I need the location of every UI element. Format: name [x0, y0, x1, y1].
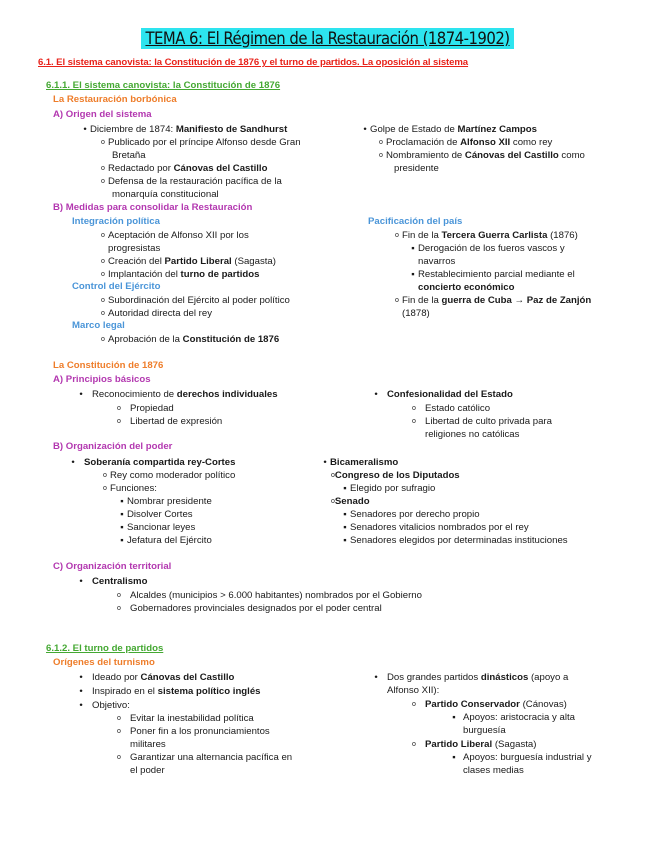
- list-item: o Defensa de la restauración pacífica de la: [101, 176, 282, 187]
- heading-origen: A) Origen del sistema: [53, 109, 152, 120]
- list-item: • Confesionalidad del Estado: [374, 389, 513, 400]
- list-item: ▪ Sancionar leyes: [120, 522, 196, 533]
- list-item: ▪ Disolver Cortes: [120, 509, 193, 520]
- list-item: o Proclamación de Alfonso XII como rey: [379, 137, 553, 148]
- list-item: o Partido Conservador (Cánovas): [412, 699, 567, 710]
- list-item-cont: (1878): [402, 308, 430, 319]
- heading-organizacion: B) Organización del poder: [53, 441, 173, 452]
- list-item: • Reconocimiento de derechos individuales: [79, 389, 278, 400]
- list-item: • Golpe de Estado de Martínez Campos: [363, 124, 537, 135]
- list-item-cont: clases medias: [463, 765, 524, 776]
- list-item: ▪ Senadores elegidos por determinadas instituciones: [343, 535, 568, 546]
- heading-medidas: B) Medidas para consolidar la Restauración: [53, 202, 253, 213]
- list-item: o Partido Liberal (Sagasta): [412, 739, 537, 750]
- list-item: ▪ Elegido por sufragio: [343, 483, 436, 494]
- heading-origenes: Orígenes del turnismo: [53, 657, 155, 668]
- list-item: o Rey como moderador político: [103, 470, 236, 481]
- heading-constitucion: La Constitución de 1876: [53, 360, 164, 371]
- list-item: • Ideado por Cánovas del Castillo: [79, 672, 235, 683]
- page-title: [0, 28, 655, 49]
- list-item: o Implantación del turno de partidos: [101, 269, 260, 280]
- section-subtitle: 6.1. El sistema canovista: la Constitución de 1876 y el turno de partidos. La oposición al sistema: [38, 57, 469, 68]
- list-item: ▪ Nombrar presidente: [120, 496, 212, 507]
- heading-control: Control del Ejército: [72, 281, 161, 292]
- list-item: o Subordinación del Ejército al poder político: [101, 295, 290, 306]
- list-item-cont: monarquía constitucional: [112, 189, 219, 200]
- list-item-cont: religiones no católicas: [425, 429, 520, 440]
- list-item: oCongreso de los Diputados: [331, 470, 460, 481]
- heading-marco: Marco legal: [72, 320, 125, 331]
- list-item: o Nombramiento de Cánovas del Castillo como: [379, 150, 585, 161]
- heading-integracion: Integración política: [72, 216, 160, 227]
- list-item: • Diciembre de 1874: Manifiesto de Sandhurst: [83, 124, 288, 135]
- list-item-cont: navarros: [418, 256, 456, 267]
- list-item: ▪ Senadores por derecho propio: [343, 509, 480, 520]
- list-item: o Propiedad: [117, 403, 174, 414]
- list-item: o Aprobación de la Constitución de 1876: [101, 334, 280, 345]
- list-item-cont: Alfonso XII):: [387, 685, 440, 696]
- list-item: • Centralismo: [79, 576, 148, 587]
- heading-principios: A) Principios básicos: [53, 374, 151, 385]
- list-item: o Fin de la guerra de Cuba → Paz de Zanjón: [395, 295, 592, 306]
- title-text: TEMA 6: El Régimen de la Restauración (1874-1902): [141, 28, 513, 49]
- list-item: o Creación del Partido Liberal (Sagasta): [101, 256, 276, 267]
- list-item: o Redactado por Cánovas del Castillo: [101, 163, 268, 174]
- list-item-cont: militares: [130, 739, 166, 750]
- list-item: ▪ Apoyos: burguesía industrial y: [452, 752, 592, 763]
- list-item: • Dos grandes partidos dinásticos (apoyo a: [374, 672, 569, 683]
- list-item: • Objetivo:: [79, 700, 130, 711]
- list-item: o Autoridad directa del rey: [101, 308, 212, 319]
- list-item: ▪ Restablecimiento parcial mediante el: [411, 269, 575, 280]
- list-item-cont: presidente: [394, 163, 439, 174]
- list-item: • Soberanía compartida rey-Cortes: [71, 457, 236, 468]
- heading-restauracion: La Restauración borbónica: [53, 94, 177, 105]
- list-item: • Inspirado en el sistema político inglés: [79, 686, 261, 697]
- list-item: o Publicado por el príncipe Alfonso desde Gran: [101, 137, 301, 148]
- list-item: ▪ Derogación de los fueros vascos y: [411, 243, 565, 254]
- heading-territorial: C) Organización territorial: [53, 561, 172, 572]
- list-item: ▪ Senadores vitalicios nombrados por el rey: [343, 522, 529, 533]
- list-item: oSenado: [331, 496, 370, 507]
- list-item: o Poner fin a los pronunciamientos: [117, 726, 270, 737]
- list-item: o Fin de la Tercera Guerra Carlista (1876): [395, 230, 578, 241]
- heading-pacificacion: Pacificación del país: [368, 216, 463, 227]
- list-item-cont: progresistas: [108, 243, 161, 254]
- list-item-cont: Bretaña: [112, 150, 146, 161]
- list-item: o Alcaldes (municipios > 6.000 habitantes) nombrados por el Gobierno: [117, 590, 422, 601]
- list-item: o Libertad de culto privada para: [412, 416, 552, 427]
- list-item: o Aceptación de Alfonso XII por los: [101, 230, 249, 241]
- list-item-cont: burguesía: [463, 725, 506, 736]
- list-item: o Libertad de expresión: [117, 416, 223, 427]
- list-item: ▪ Jefatura del Ejército: [120, 535, 212, 546]
- list-item: o Gobernadores provinciales designados por el poder central: [117, 603, 382, 614]
- list-item: o Evitar la inestabilidad política: [117, 713, 254, 724]
- list-item: ▪ Apoyos: aristocracia y alta: [452, 712, 575, 723]
- list-item: o Garantizar una alternancia pacífica en: [117, 752, 293, 763]
- list-item-cont: concierto económico: [418, 282, 515, 293]
- list-item: o Estado católico: [412, 403, 491, 414]
- list-item: o Funciones:: [103, 483, 157, 494]
- heading-611: 6.1.1. El sistema canovista: la Constitución de 1876: [46, 80, 281, 91]
- heading-612: 6.1.2. El turno de partidos: [46, 643, 164, 654]
- list-item-cont: el poder: [130, 765, 165, 776]
- list-item: • Bicameralismo: [323, 457, 399, 468]
